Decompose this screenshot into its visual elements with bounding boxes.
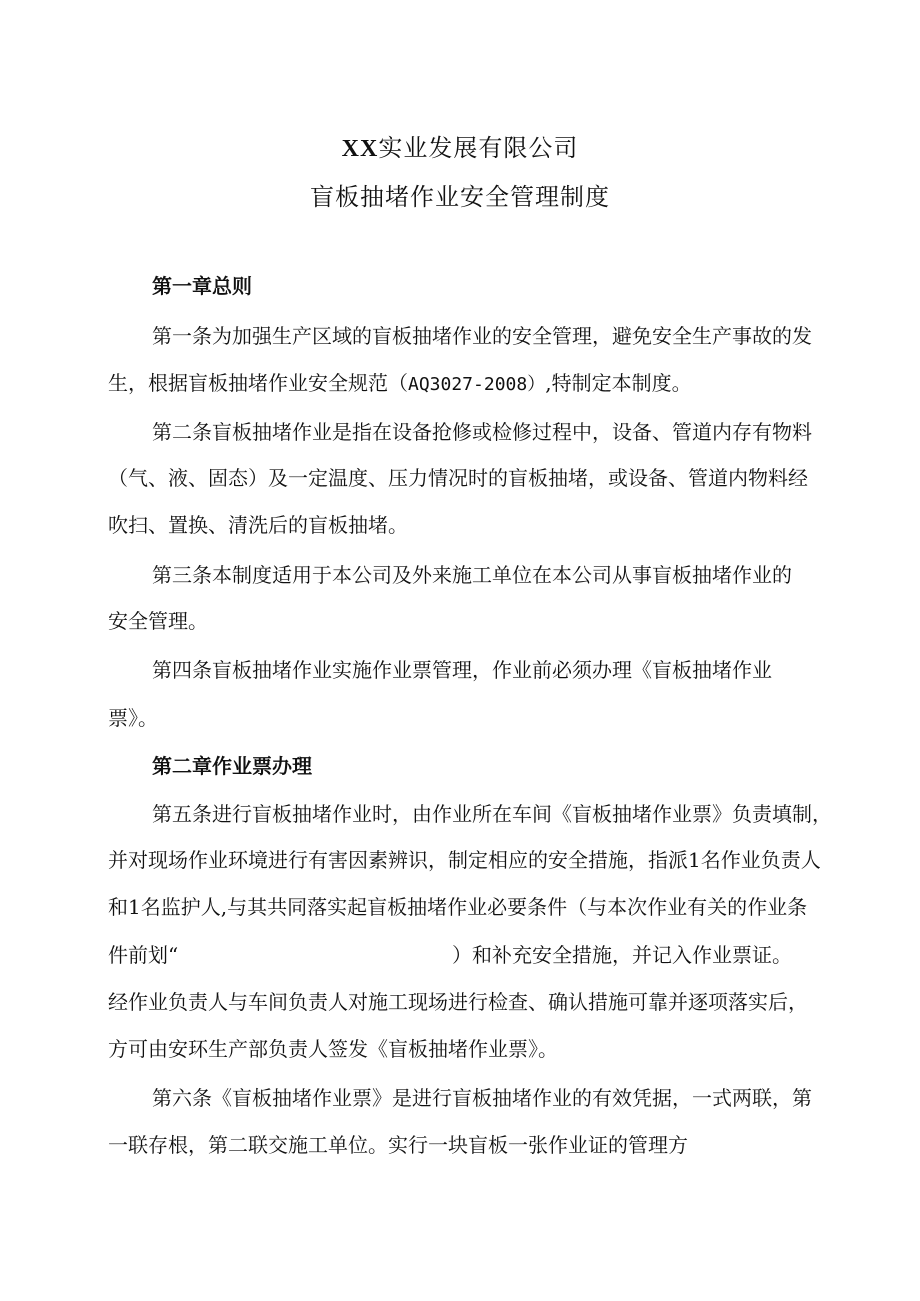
- article-1-line-1: 第一条为加强生产区域的盲板抽堵作业的安全管理，避免安全生产事故的发: [152, 324, 812, 348]
- chapter-2-heading: 第二章作业票办理: [152, 754, 312, 778]
- article-3-line-1: 第三条本制度适用于本公司及外来施工单位在本公司从事盲板抽堵作业的: [152, 563, 792, 587]
- article-5-line-3: 和1名监护人,与其共同落实起盲板抽堵作业必要条件（与本次作业有关的作业条: [108, 895, 808, 919]
- article-4-line-1: 第四条盲板抽堵作业实施作业票管理，作业前必须办理《盲板抽堵作业: [152, 658, 772, 682]
- article-2-line-2: （气、液、固态）及一定温度、压力情况时的盲板抽堵，或设备、管道内物料经: [108, 466, 808, 490]
- article-4-line-2: 票》。: [108, 706, 158, 730]
- document-title: 盲板抽堵作业安全管理制度: [310, 183, 610, 211]
- article-6-line-2: 一联存根，第二联交施工单位。实行一块盲板一张作业证的管理方: [108, 1133, 688, 1157]
- article-1-line-2-start: 生，根据盲板抽堵作业安全规范（: [108, 371, 408, 395]
- article-5-line-4-start: 件前划“: [108, 943, 179, 967]
- article-5-line-4-end: ）和补充安全措施，并记入作业票证。: [452, 943, 792, 967]
- standard-code: AQ3027-2008）: [408, 374, 546, 395]
- article-5-line-1: 第五条进行盲板抽堵作业时，由作业所在车间《盲板抽堵作业票》负责填制，: [152, 802, 832, 826]
- article-5-line-2: 并对现场作业环境进行有害因素辨识，制定相应的安全措施，指派1名作业负责人: [108, 848, 821, 872]
- article-1-line-2: [108, 369, 692, 399]
- article-6-line-1: 第六条《盲板抽堵作业票》是进行盲板抽堵作业的有效凭据，一式两联，第: [152, 1086, 812, 1110]
- article-5-line-5: 经作业负责人与车间负责人对施工现场进行检查、确认措施可靠并逐项落实后，: [108, 990, 808, 1014]
- company-name-rest: 实业发展有限公司: [378, 134, 579, 162]
- chapter-1-heading: 第一章总则: [152, 274, 252, 298]
- company-name: [0, 128, 920, 163]
- company-prefix: XX: [341, 136, 379, 162]
- article-5-line-6: 方可由安环生产部负责人签发《盲板抽堵作业票》。: [108, 1037, 558, 1061]
- article-3-line-2: 安全管理。: [108, 609, 208, 633]
- article-1-line-2-end: ,特制定本制度。: [545, 371, 692, 395]
- article-2-line-1: 第二条盲板抽堵作业是指在设备抢修或检修过程中，设备、管道内存有物料: [152, 420, 812, 444]
- article-2-line-3: 吹扫、置换、清洗后的盲板抽堵。: [108, 513, 408, 537]
